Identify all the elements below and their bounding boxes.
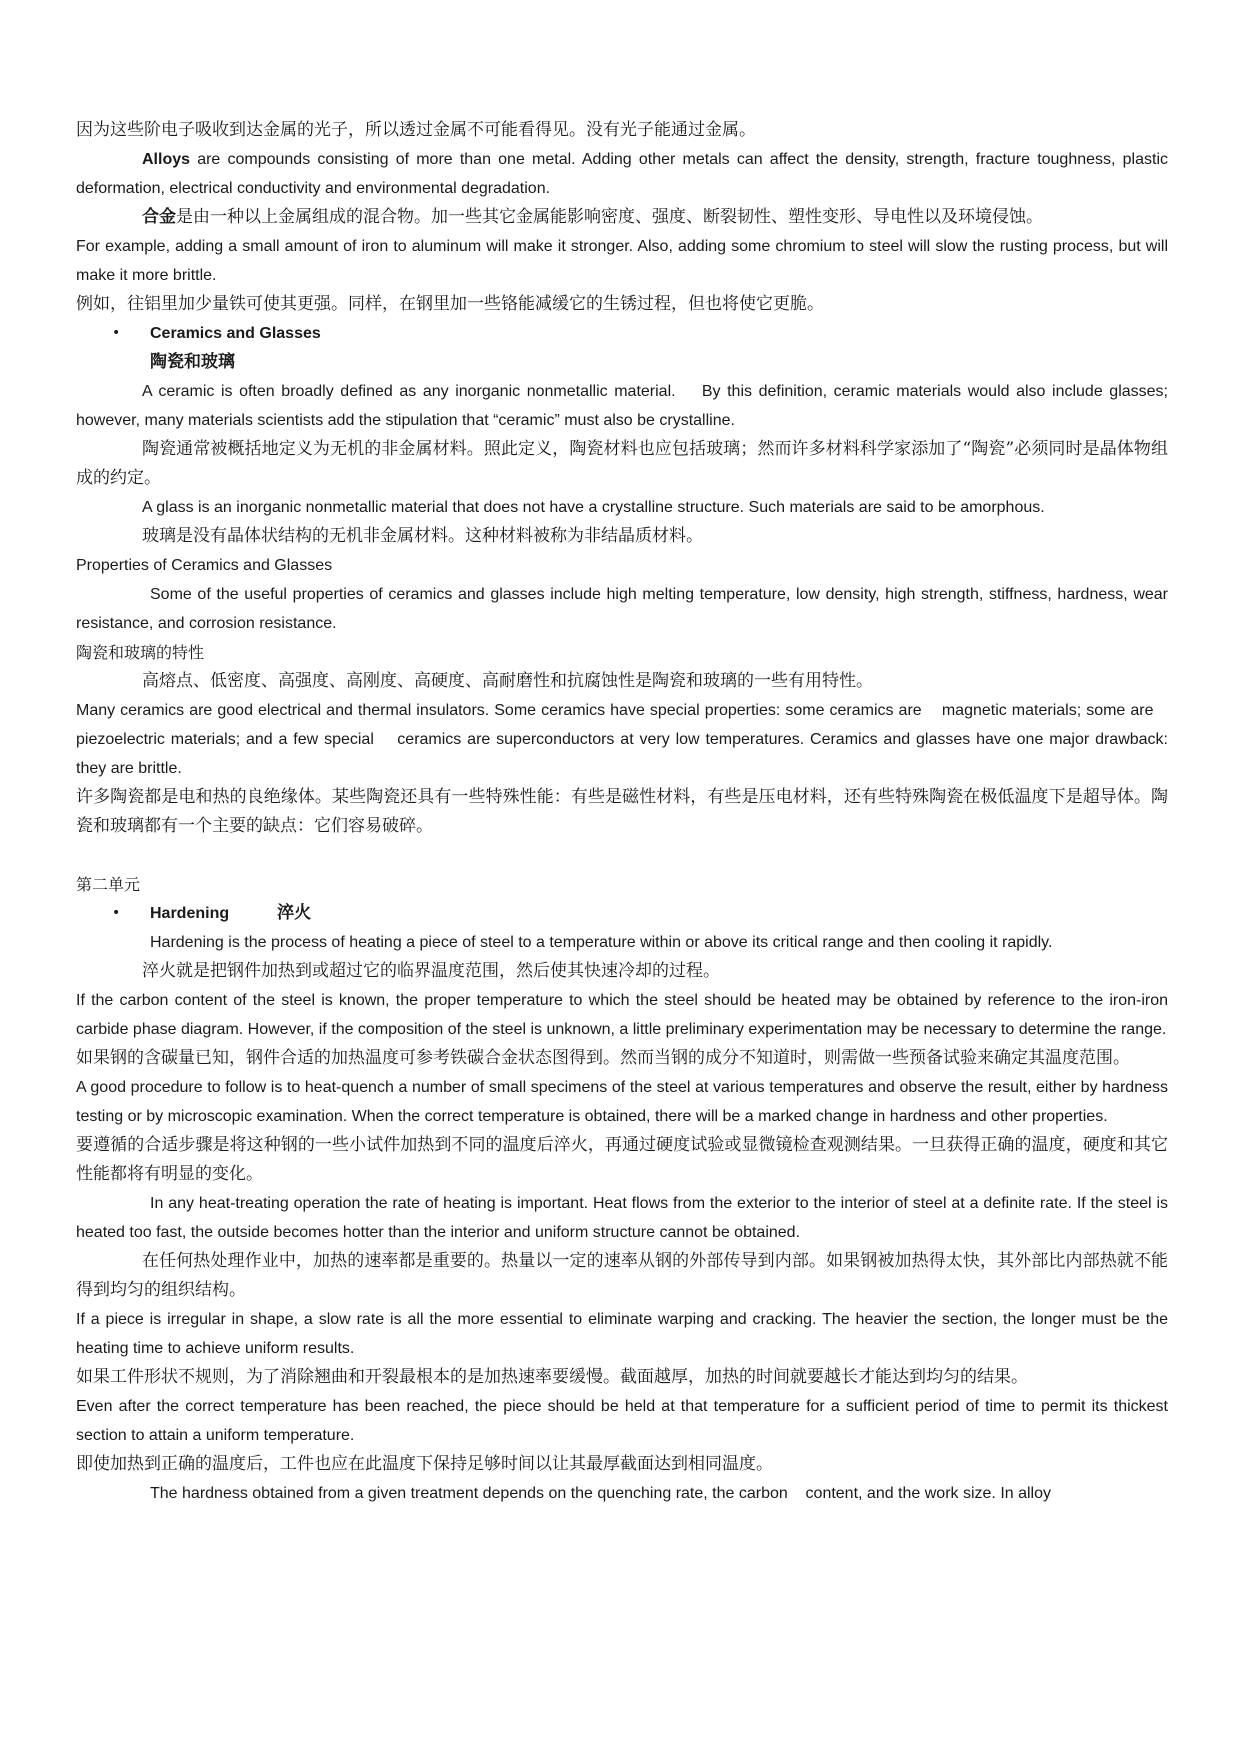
unit-title: 第二单元 <box>76 875 141 894</box>
alloys-term: Alloys <box>142 151 191 168</box>
alloys-example-en: For example, adding a small amount of iron to aluminum will make it stronger. Also, adding some chromium to steel will slow the rusting process, but will make it more brittle. <box>76 238 1168 284</box>
hardening-heading-zh: 淬火 <box>277 903 312 923</box>
procedure-en: A good procedure to follow is to heat-quench a number of small specimens of the steel at various temperatures and observe the result, either by hardness testing or by microscopic examination. When the correct temperature is obtained, there will be a marked change in hardness and other properties. <box>76 1079 1168 1125</box>
carbon-content-en: If the carbon content of the steel is known, the proper temperature to which the steel should be heated may be obtained by reference to the iron-iron carbide phase diagram. However, if the composition of the steel is unknown, a little preliminary experimentation may be necessary to determine the range. <box>76 992 1168 1038</box>
paragraph-zh: 因为这些阶电子吸收到达金属的光子，所以透过金属不可能看得见。没有光子能通过金属。 <box>76 120 756 140</box>
bullet-icon: • <box>112 325 121 341</box>
hardening-heading-en: Hardening <box>150 905 230 922</box>
glass-definition-en: A glass is an inorganic nonmetallic material that does not have a crystalline structure. Such materials are said to be amorphous. <box>142 499 1045 516</box>
alloys-term-zh: 合金 <box>142 207 176 227</box>
properties-zh: 高熔点、低密度、高强度、高刚度、高硬度、高耐磨性和抗腐蚀性是陶瓷和玻璃的一些有用特性。 <box>142 671 873 691</box>
ceramic-definition-zh: 陶瓷通常被概括地定义为无机的非金属材料。照此定义，陶瓷材料也应包括玻璃；然而许多材料科学家添加了“陶瓷”必须同时是晶体物组成的约定。 <box>76 439 1168 488</box>
document-body <box>76 116 1168 1508</box>
properties-title-zh: 陶瓷和玻璃的特性 <box>76 643 205 662</box>
alloys-text: are compounds consisting of more than one metal. Adding other metals can affect the density, strength, fracture toughness, plastic deformation, electrical conductivity and environmental degradation. <box>76 151 1168 197</box>
ceramics-heading <box>76 319 1168 348</box>
insulators-zh: 许多陶瓷都是电和热的良绝缘体。某些陶瓷还具有一些特殊性能：有些是磁性材料，有些是压电材料，还有些特殊陶瓷在极低温度下是超导体。陶瓷和玻璃都有一个主要的缺点：它们容易破碎。 <box>76 787 1168 836</box>
ceramics-heading-zh-row <box>76 348 1168 377</box>
hardening-definition-zh: 淬火就是把钢件加热到或超过它的临界温度范围，然后使其快速冷却的过程。 <box>142 961 720 981</box>
heating-rate-en: In any heat-treating operation the rate of heating is important. Heat flows from the exterior to the interior of steel at a definite rate. If the steel is heated too fast, the outside becomes hotter than the interior and uniform structure cannot be obtained. <box>76 1195 1168 1241</box>
alloys-paragraph-en <box>76 145 1168 203</box>
hardness-en: The hardness obtained from a given treatment depends on the quenching rate, the carbon content, and the work size. In alloy <box>150 1485 1052 1502</box>
ceramics-heading-zh: 陶瓷和玻璃 <box>150 352 235 372</box>
alloys-text-zh: 是由一种以上金属组成的混合物。加一些其它金属能影响密度、强度、断裂韧性、塑性变形、导电性以及环境侵蚀。 <box>176 207 1043 227</box>
properties-en: Some of the useful properties of ceramics and glasses include high melting temperature, low density, high strength, stiffness, hardness, wear resistance, and corrosion resistance. <box>76 586 1168 632</box>
ceramics-heading-en: Ceramics and Glasses <box>150 325 321 342</box>
hardening-heading <box>76 899 1168 928</box>
hardening-definition-en: Hardening is the process of heating a piece of steel to a temperature within or above its critical range and then cooling it rapidly. <box>150 934 1053 951</box>
bullet-icon: • <box>112 905 121 921</box>
alloys-paragraph-zh <box>76 203 1168 232</box>
alloys-example-zh: 例如，往铝里加少量铁可使其更强。同样，在钢里加一些铬能减缓它的生锈过程，但也将使它更脆。 <box>76 294 824 314</box>
carbon-content-zh: 如果钢的含碳量已知，钢件合适的加热温度可参考铁碳合金状态图得到。然而当钢的成分不知道时，则需做一些预备试验来确定其温度范围。 <box>76 1048 1130 1068</box>
procedure-zh: 要遵循的合适步骤是将这种钢的一些小试件加热到不同的温度后淬火，再通过硬度试验或显微镜检查观测结果。一旦获得正确的温度，硬度和其它性能都将有明显的变化。 <box>76 1135 1168 1184</box>
properties-title-en: Properties of Ceramics and Glasses <box>76 557 333 574</box>
ceramic-definition-en: A ceramic is often broadly defined as any inorganic nonmetallic material. By this definition, ceramic materials would also include glasses; however, many materials scientists add the stipulation that “ceramic” must also be crystalline. <box>76 383 1168 429</box>
holding-time-en: Even after the correct temperature has been reached, the piece should be held at that temperature for a sufficient period of time to permit its thickest section to attain a uniform temperature. <box>76 1398 1168 1444</box>
holding-time-zh: 即使加热到正确的温度后，工件也应在此温度下保持足够时间以让其最厚截面达到相同温度。 <box>76 1454 773 1474</box>
section-gap <box>76 841 1168 870</box>
irregular-shape-zh: 如果工件形状不规则，为了消除翘曲和开裂最根本的是加热速率要缓慢。截面越厚，加热的时间就要越长才能达到均匀的结果。 <box>76 1367 1028 1387</box>
heating-rate-zh: 在任何热处理作业中，加热的速率都是重要的。热量以一定的速率从钢的外部传导到内部。如果钢被加热得太快，其外部比内部热就不能得到均匀的组织结构。 <box>76 1251 1168 1300</box>
insulators-en: Many ceramics are good electrical and thermal insulators. Some ceramics have special properties: some ceramics are magnetic materials; some are piezoelectric materials; and a few special ceramics are superconductors at very low temperatures. Ceramics and glasses have one major drawback: they are brittle. <box>76 702 1168 777</box>
glass-definition-zh: 玻璃是没有晶体状结构的无机非金属材料。这种材料被称为非结晶质材料。 <box>142 526 703 546</box>
irregular-shape-en: If a piece is irregular in shape, a slow rate is all the more essential to eliminate warping and cracking. The heavier the section, the longer must be the heating time to achieve uniform results. <box>76 1311 1168 1357</box>
